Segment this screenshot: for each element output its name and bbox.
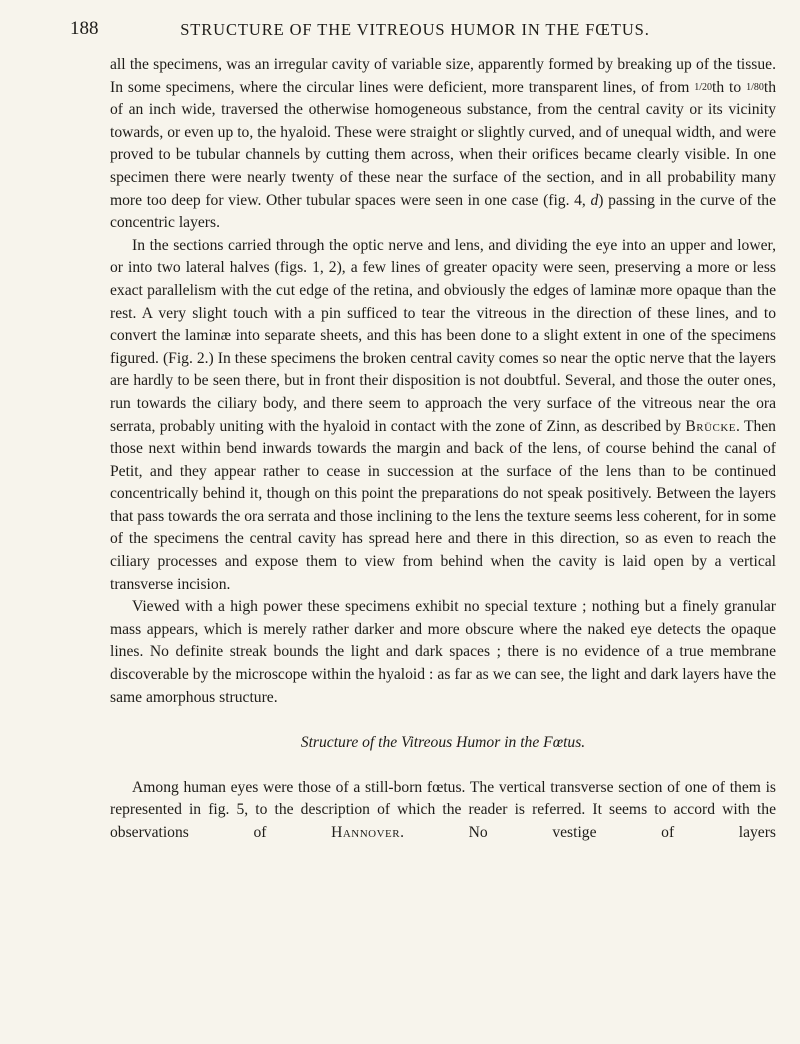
paragraph-4-text-a: Among human eyes were those of a still-born fœtus. The vertical transverse section of one of them is represented in fig. 5, to the description of which the reader is referred. It seems to accord with the observations of (110, 778, 776, 841)
fraction-one-twentieth: 1/20 (694, 81, 713, 93)
author-name-hannover: Hannover (331, 824, 401, 841)
body-text (110, 54, 776, 845)
page-number: 188 (70, 18, 99, 39)
paragraph-2-text-a: In the sections carried through the optic nerve and lens, and dividing the eye into an upper and lower, or into two lateral halves (figs. 1, 2), a few lines of greater opacity were seen, preserving a more or less exact parallelism with the cut edge of the retina, and obviously the edges of laminæ more opaque than the rest. A very slight touch with a pin sufficed to tear the vitreous in the direction of these lines, and to convert the laminæ into separate sheets, and this has been done to a slight extent in one of the specimens figured. (Fig. 2.) In these specimens the broken central cavity comes so near the optic nerve that the layers are hardly to be seen there, but in front their disposition is not doubtful. Several, and those the outer ones, run towards the ciliary body, and there seem to approach the very surface of the vitreous near the ora serrata, probably uniting with the hyaloid in contact with the zone of Zinn, as described by (110, 236, 776, 435)
paragraph-1-text-b: th to (712, 78, 747, 96)
paragraph-1-text-d: ) passing in the curve of the concentric layers. (110, 191, 776, 232)
figure-label-d: d (590, 191, 599, 209)
paragraph-1 (110, 54, 776, 235)
running-title: STRUCTURE OF THE VITREOUS HUMOR IN THE FŒTUS. (180, 20, 650, 39)
paragraph-2 (110, 235, 776, 597)
author-name-brucke: Brücke (685, 417, 737, 435)
paragraph-4-text-b: . No vestige of layers (400, 824, 776, 841)
paragraph-4 (110, 777, 776, 845)
fraction-one-eightieth: 1/80 (746, 81, 764, 93)
paragraph-3: Viewed with a high power these specimens exhibit no special texture ; nothing but a finely granular mass appears, which is merely rather darker and more obscure where the naked eye detects the opaque lines. No definite streak bounds the light and dark spaces ; there is no evidence of a true membrane discoverable by the microscope within the hyaloid : as far as we can see, the light and dark layers have the same amorphous structure. (110, 598, 776, 706)
running-header (70, 18, 760, 44)
paragraph-2-text-b: . Then those next within bend inwards towards the margin and back of the lens, of course behind the canal of Petit, and they appear rather to cease in succession at the surface of the lens than to be continued concentrically behind it, though on this point the preparations do not speak positively. Between the layers that pass towards the ora serrata and those inclining to the lens the texture seems less coherent, for in some of the specimens the central cavity has spread here and there in this direction, so as even to reach the ciliary processes and expose them to view from behind when the cavity is laid open by a vertical transverse incision. (110, 417, 777, 593)
paragraph-1-text-a: all the specimens, was an irregular cavity of variable size, apparently formed by breaking up of the tissue. In some specimens, where the circular lines were deficient, more transparent lines, of from (110, 56, 776, 96)
section-heading: Structure of the Vitreous Humor in the Fœtus. (300, 734, 586, 752)
paragraph-1-text-c: th of an inch wide, traversed the otherwise homogeneous substance, from the central cavity or its vicinity towards, or even up to, the hyaloid. These were straight or slightly curved, and of unequal width, and were proved to be tubular channels by cutting them across, when their orifices became clearly visible. In one specimen there were nearly twenty of these near the surface of the section, and in all probability many more too deep for view. Other tubular spaces were seen in one case (fig. 4, (110, 78, 776, 209)
